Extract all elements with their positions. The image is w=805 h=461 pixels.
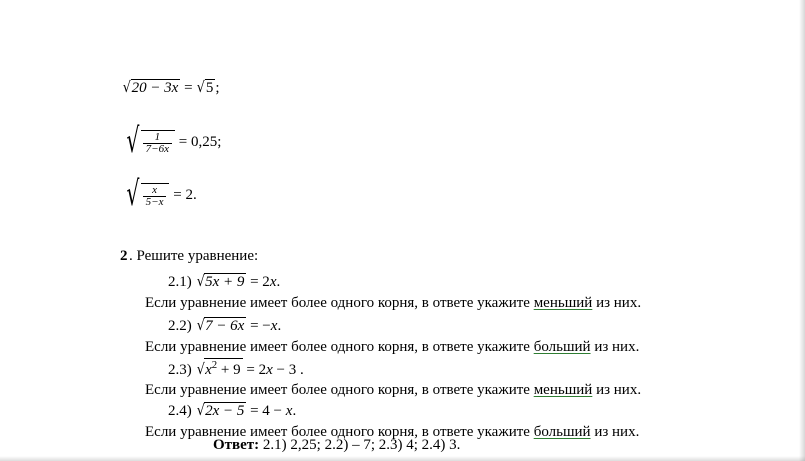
task-item-2-1: [168, 272, 280, 291]
radical-sign-2-4: √2x − 5: [196, 401, 245, 419]
task-note-2-2: [145, 339, 639, 356]
radical-sign-1b: √5: [197, 78, 214, 96]
task-number: 2: [120, 248, 128, 264]
fraction-denominator-2: 7−6x: [143, 143, 172, 156]
task-item-2-1-label: 2.1): [168, 274, 192, 290]
task-item-2-3-label: 2.3): [168, 362, 192, 378]
equation-2: [122, 121, 222, 161]
answer-text: 2.1) 2,25; 2.2) – 7; 2.3) 4; 2.4) 3.: [259, 437, 461, 453]
radical-sign-2-2: √7 − 6x: [196, 316, 245, 334]
task-item-2-2: [168, 316, 281, 335]
task-item-2-2-label: 2.2): [168, 318, 192, 334]
answer-label: Ответ:: [213, 437, 260, 453]
page-edge-shadow-bottom: [0, 456, 805, 461]
task-title: . Решите уравнение:: [129, 248, 259, 264]
task-note-2-4-highlight: больший: [533, 424, 591, 440]
task-note-2-1: [145, 295, 641, 312]
radical-sign-2-3: $√x^2 + 9$: [196, 359, 241, 378]
task-item-2-1-rhs: = 2x.: [250, 274, 281, 290]
task-item-2-4: [168, 401, 296, 420]
radical-sign-2-1: √5x + 9: [196, 272, 245, 290]
task-note-2-3: [145, 382, 641, 399]
task-item-2-4-label: 2.4): [168, 403, 192, 419]
task-note-2-3-highlight: меньший: [533, 382, 593, 398]
task-note-2-1-suffix: из них.: [592, 295, 642, 311]
page-edge-shadow-right: [799, 0, 805, 461]
task-note-2-1-prefix: Если уравнение имеет более одного корня, в ответе укажите: [145, 295, 534, 311]
task-item-2-3: [168, 358, 304, 379]
task-note-2-3-suffix: из них.: [592, 382, 642, 398]
task-note-2-4-prefix: Если уравнение имеет более одного корня, в ответе укажите: [145, 424, 534, 440]
fraction-numerator-3: x: [152, 183, 158, 196]
task-note-2-2-prefix: Если уравнение имеет более одного корня, в ответе укажите: [145, 339, 534, 355]
equation-3-rhs: = 2.: [173, 186, 197, 203]
radical-sign-2: √ $\frac{1}{7-6x}$: [122, 125, 175, 156]
task-note-2-1-highlight: меньший: [533, 295, 593, 311]
equation-2-rhs: = 0,25;: [178, 133, 222, 150]
equation-1-equals: =: [184, 80, 197, 96]
task-note-2-2-highlight: больший: [533, 339, 591, 355]
task-note-2-4-suffix: из них.: [590, 424, 640, 440]
equation-3: [122, 174, 197, 214]
equation-1: [122, 78, 220, 97]
equation-1-semicolon: ;: [215, 80, 220, 96]
fraction-denominator-3: 5−x: [143, 196, 167, 209]
radical-sign-3: √ $\frac{x}{5-x}$: [122, 178, 169, 209]
task-note-2-3-prefix: Если уравнение имеет более одного корня, в ответе укажите: [145, 382, 534, 398]
task-item-2-4-rhs: = 4 − x.: [250, 403, 297, 419]
task-item-2-2-rhs: = −x.: [250, 318, 282, 334]
fraction-numerator-2: 1: [154, 130, 161, 143]
task-note-2-2-suffix: из них.: [590, 339, 640, 355]
task-item-2-3-rhs: = 2x − 3 .: [246, 362, 304, 378]
answer-line: [213, 437, 460, 454]
radical-sign-1: √20 − 3x: [122, 78, 179, 96]
